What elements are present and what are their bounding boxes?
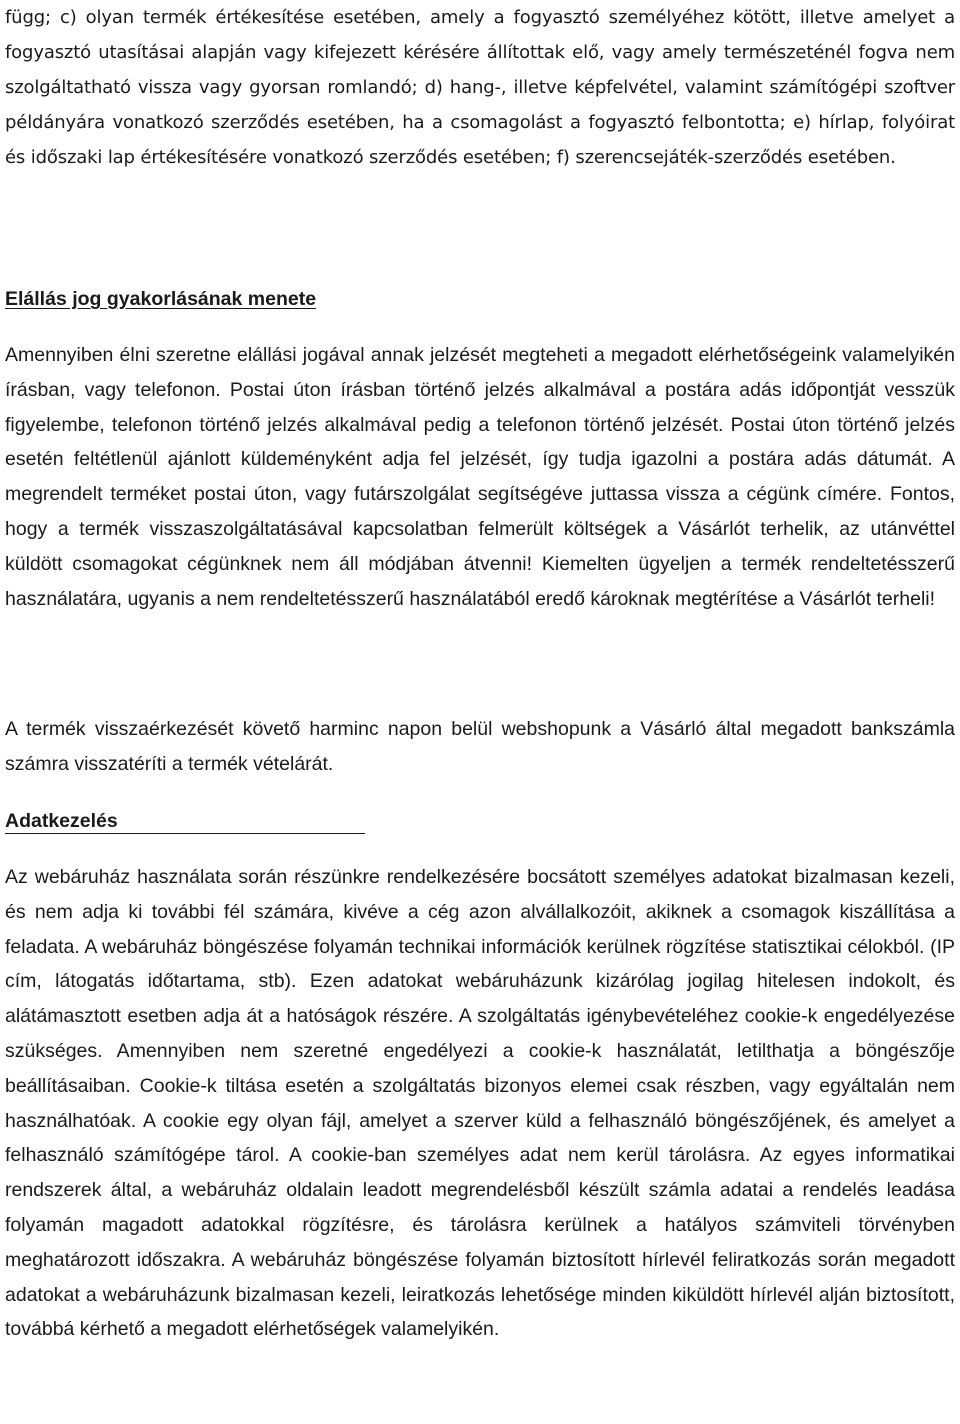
heading-underline [5,833,365,834]
section-heading-withdrawal: Elállás jog gyakorlásának menete [5,288,317,310]
data-handling-paragraph: Az webáruház használata során részünkre rendelkezésére bocsátott személyes adatokat bizalmasan kezeli, és nem adja ki további fél számára, kivéve a cég azon alvállalkozóit, akiknek a csomagok kiszállítása a feladata. A webáruház böngészése folyamán technikai információk kerülnek rögzítése statisztikai célokból. (IP cím, látogatás időtartama, stb). Ezen adatokat webáruházunk kizárólag jogilag hitelesen indokolt, és alátámasztott esetben adja át a hatóságok részére. A szolgáltatás igénybevételéhez cookie-k engedélyezése szükséges. Amennyiben nem szeretné engedélyezi a cookie-k használatát, letilthatja a böngészője beállításaiban. Cookie-k tiltása esetén a szolgáltatás bizonyos elemei csak részben, vagy egyáltalán nem használhatóak. A cookie egy olyan fájl, amelyet a szerver küld a felhasználó böngészőjének, és amelyet a felhasználó számítógépe tárol. A cookie-ban személyes adat nem kerül tárolásra. Az egyes informatikai rendszerek által, a webáruház oldalain leadott megrendelésből készült számla adatai a rendelés leadása folyamán magadott adatokkal rögzítésre, és tárolásra kerülnek a hatályos számviteli törvényben meghatározott időszakra. A webáruház böngészése folyamán biztosított hírlevél feliratkozás során megadott adatokat a webáruházunk bizalmasan kezeli, leiratkozás lehetősége minden kiküldött hírlevél alján biztosított, továbbá kérhető a megadott elérhetőségek valamelyikén. [5,866,955,1341]
intro-paragraph: függ; c) olyan termék értékesítése esetében, amely a fogyasztó személyéhez kötött, illetve amelyet a fogyasztó utasításai alapján vagy kifejezett kérésére állítottak elő, vagy amely természeténél fogva nem szolgáltatható vissza vagy gyorsan romlandó; d) hang-, illetve képfelvétel, valamint számítógépi szoftver példányára vonatkozó szerződés esetében, ha a csomagolást a fogyasztó felbontotta; e) hírlap, folyóirat és időszaki lap értékesítésére vonatkozó szerződés esetében; f) szerencsejáték-szerződés esetében. [5,7,955,168]
data-handling-heading-wrap [5,804,365,838]
withdrawal-paragraph: Amennyiben élni szeretne elállási jogával annak jelzését megteheti a megadott elérhetőségeink valamelyikén írásban, vagy telefonon. Postai úton írásban történő jelzés alkalmával a postára adás időpontját vesszük figyelembe, telefonon történő jelzés alkalmával pedig a telefonon történő jelzését. Postai úton történő jelzés esetén feltétlenül ajánlott küldeményként adja fel jelzését, így tudja igazolni a postára adás dátumát. A megrendelt terméket postai úton, vagy futárszolgálat segítségéve juttassa vissza a cégünk címére. Fontos, hogy a termék visszaszolgáltatásával kapcsolatban felmerült költségek a Vásárlót terhelik, az utánvéttel küldött csomagokat cégünknek nem áll módjában átvenni! Kiemelten ügyeljen a termék rendeltetésszerű használatára, ugyanis a nem rendeltetésszerű használatából eredő károknak megtérítése a Vásárlót terheli! [5,344,955,610]
refund-paragraph: A termék visszaérkezését követő harminc napon belül webshopunk a Vásárló által megadott bankszámla számra visszatéríti a termék vételárát. [5,718,955,775]
section-heading-data-handling: Adatkezelés [5,810,118,832]
